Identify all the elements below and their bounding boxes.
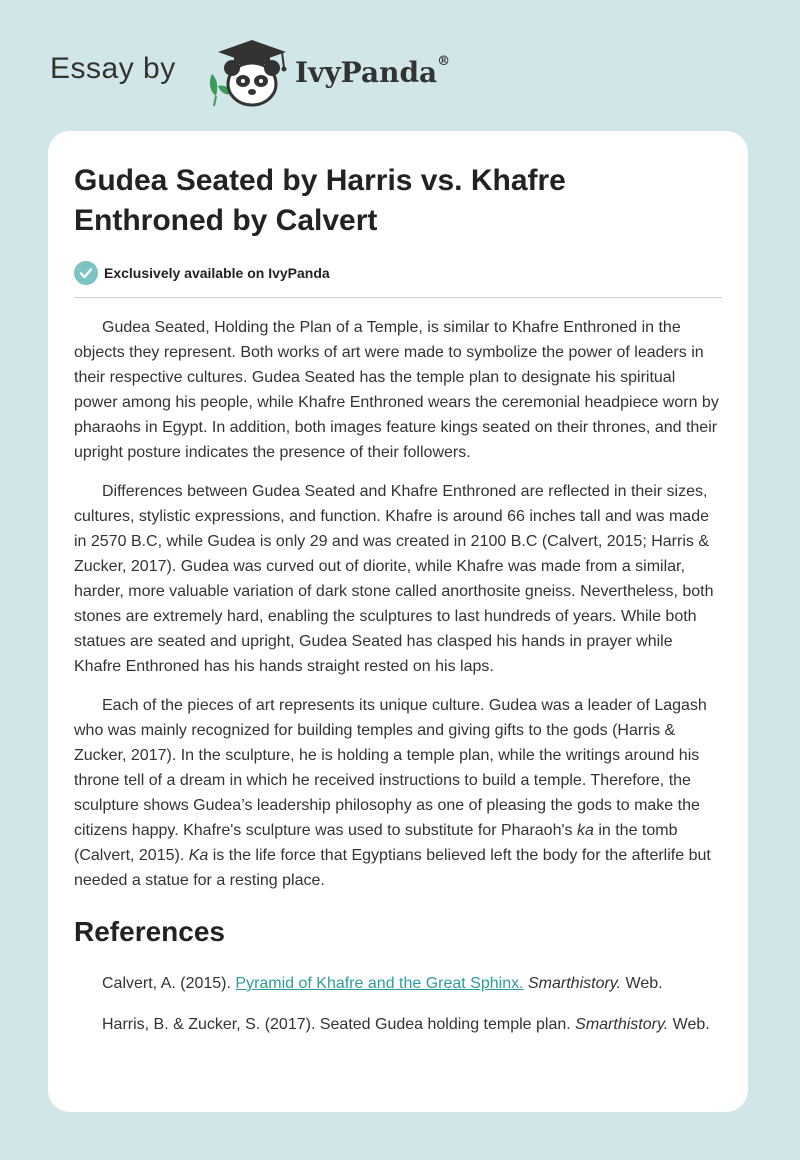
check-icon — [74, 261, 98, 285]
brand-name[interactable]: IvyPanda® — [295, 54, 451, 89]
site-header — [50, 34, 750, 106]
essay-title: Gudea Seated by Harris vs. Khafre Enthroned by Calvert — [74, 164, 566, 237]
reference-item: Harris, B. & Zucker, S. (2017). Seated Gudea holding temple plan. Smarthistory. Web. — [102, 1016, 710, 1033]
reference-item: Calvert, A. (2015). Pyramid of Khafre and the Great Sphinx. Smarthistory. Web. — [102, 975, 663, 992]
references-list — [74, 971, 722, 1037]
divider — [74, 297, 722, 298]
panda-graduate-icon[interactable] — [202, 34, 294, 108]
paragraph: Gudea Seated, Holding the Plan of a Temple, is similar to Khafre Enthroned in the objects they represent. Both works of art were made to symbolize the power of leaders in their respective cultures. Gudea Seated has the temple plan to designate his spiritual power among his people, while Khafre Enthroned wears the ceremonial headpiece worn by pharaohs in Egypt. In addition, both images feature kings seated on their thrones, and their upright posture indicates the presence of their followers. — [74, 319, 719, 461]
exclusive-badge — [74, 260, 722, 286]
essay-body — [74, 315, 722, 893]
exclusive-label: Exclusively available on IvyPanda — [104, 265, 330, 281]
paragraph: Each of the pieces of art represents its unique culture. Gudea was a leader of Lagash who was mainly recognized for building temples and giving gifts to the gods (Harris & Zucker, 2017). In the sculpture, he is holding a temple plan, while the writings around his throne tell of a dream in which he received instructions to build a temple. Therefore, the sculpture shows Gudea’s leadership philosophy as one of pleasing the gods to make the citizens happy. Khafre's sculpture was used to substitute for Pharaoh's ka in the tomb (Calvert, 2015). Ka is the life force that Egyptians believed left the body for the afterlife but needed a statue for a resting place. — [74, 697, 711, 889]
paragraph: Differences between Gudea Seated and Khafre Enthroned are reflected in their sizes, cultures, stylistic expressions, and function. Khafre is around 66 inches tall and was made in 2570 B.C, while Gudea is only 29 and was created in 2100 B.C (Calvert, 2015; Harris & Zucker, 2017). Gudea was curved out of diorite, while Khafre was made from a similar, harder, more valuable variation of dark stone called anorthosite gneiss. Nevertheless, both stones are extremely hard, enabling the sculptures to last hundreds of years. While both statues are seated and upright, Gudea Seated has clasped his hands in prayer while Khafre Enthroned has his hands straight rested on his laps. — [74, 483, 714, 675]
essay-card — [48, 131, 748, 1112]
essay-by-label: Essay by — [50, 52, 176, 85]
reference-link[interactable]: Pyramid of Khafre and the Great Sphinx. — [235, 975, 524, 992]
references-heading: References — [74, 916, 225, 947]
